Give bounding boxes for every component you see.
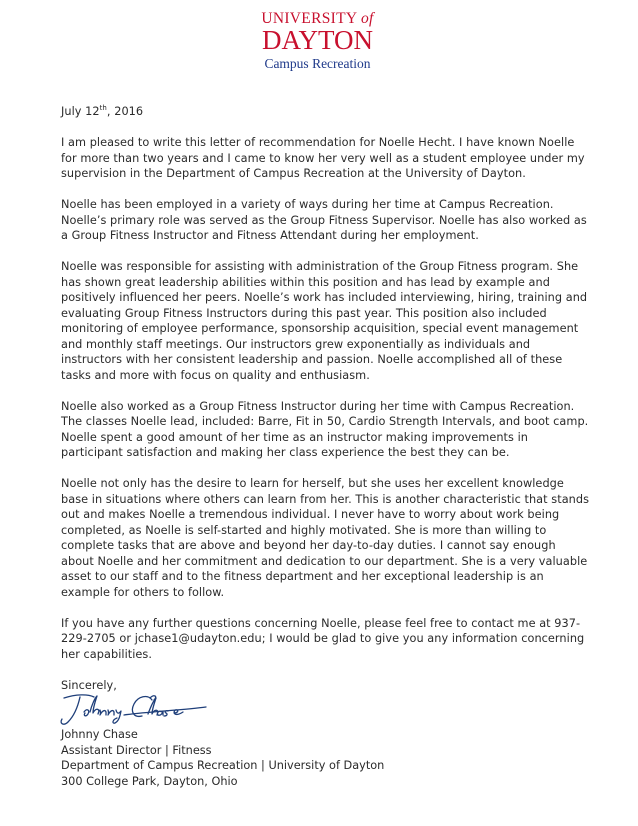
letter-body bbox=[61, 104, 591, 709]
signer-department: Department of Campus Recreation | University of Dayton bbox=[61, 759, 385, 772]
logo-university-line: UNIVERSITY of bbox=[261, 10, 374, 27]
paragraph-4: Noelle also worked as a Group Fitness Instructor during her time with Campus Recreation. The classes Noelle lead, included: Barre, Fit in 50, Cardio Strength Intervals, and boot camp. Noelle spent a good amount of her time as an instructor making improvements in participant satisfaction and making her class experience the best they can be. bbox=[61, 399, 589, 459]
signer-address: 300 College Park, Dayton, Ohio bbox=[61, 774, 238, 788]
handwritten-signature bbox=[54, 690, 214, 730]
university-logo bbox=[250, 10, 385, 80]
signature-block bbox=[61, 727, 581, 789]
signer-name: Johnny Chase bbox=[61, 728, 138, 741]
closing: Sincerely, bbox=[61, 678, 117, 692]
logo-department-line: Campus Recreation bbox=[264, 56, 371, 71]
letter-date: July 12th, 2016 bbox=[61, 104, 144, 118]
paragraph-1: I am pleased to write this letter of recommendation for Noelle Hecht. I have known Noelle for more than two years and I came to know her very well as a student employee under my supervision in the Department of Campus Recreation at the University of Dayton. bbox=[61, 136, 585, 180]
logo-dayton-line: DAYTON bbox=[261, 25, 374, 55]
paragraph-3: Noelle was responsible for assisting with administration of the Group Fitness program. She has shown great leadership abilities within this position and has lead by example and positively influenced her peers. Noelle’s work has included interviewing, hiring, training and evaluating Group Fitness Instructors during this past year. This position also included monitoring of employee performance, sponsorship acquisition, special event management and monthly staff meetings. Our instructors grew exponentially as individuals and instructors with her consistent leadership and passion. Noelle accomplished all of these tasks and more with focus on quality and enthusiasm. bbox=[61, 260, 588, 382]
signer-title: Assistant Director | Fitness bbox=[61, 743, 212, 757]
paragraph-5: Noelle not only has the desire to learn for herself, but she uses her excellent knowledge base in situations where others can learn from her. This is another characteristic that stands out and makes Noelle a tremendous individual. I never have to worry about work being completed, as Noelle is self-started and highly motivated. She is more than willing to complete tasks that are above and beyond her day-to-day duties. I cannot say enough about Noelle and her commitment and dedication to our department. She is a very valuable asset to our staff and to the fitness department and her exceptional leadership is an example for others to follow. bbox=[61, 477, 590, 599]
paragraph-6: If you have any further questions concerning Noelle, please feel free to contact me at 937-229-2705 or jchase1@udayton.edu; I would be glad to give you any information concerning her capabilities. bbox=[61, 616, 585, 661]
paragraph-2: Noelle has been employed in a variety of ways during her time at Campus Recreation. Noelle’s primary role was served as the Group Fitness Supervisor. Noelle has also worked as a Group Fitness Instructor and Fitness Attendant during her employment. bbox=[61, 198, 587, 242]
